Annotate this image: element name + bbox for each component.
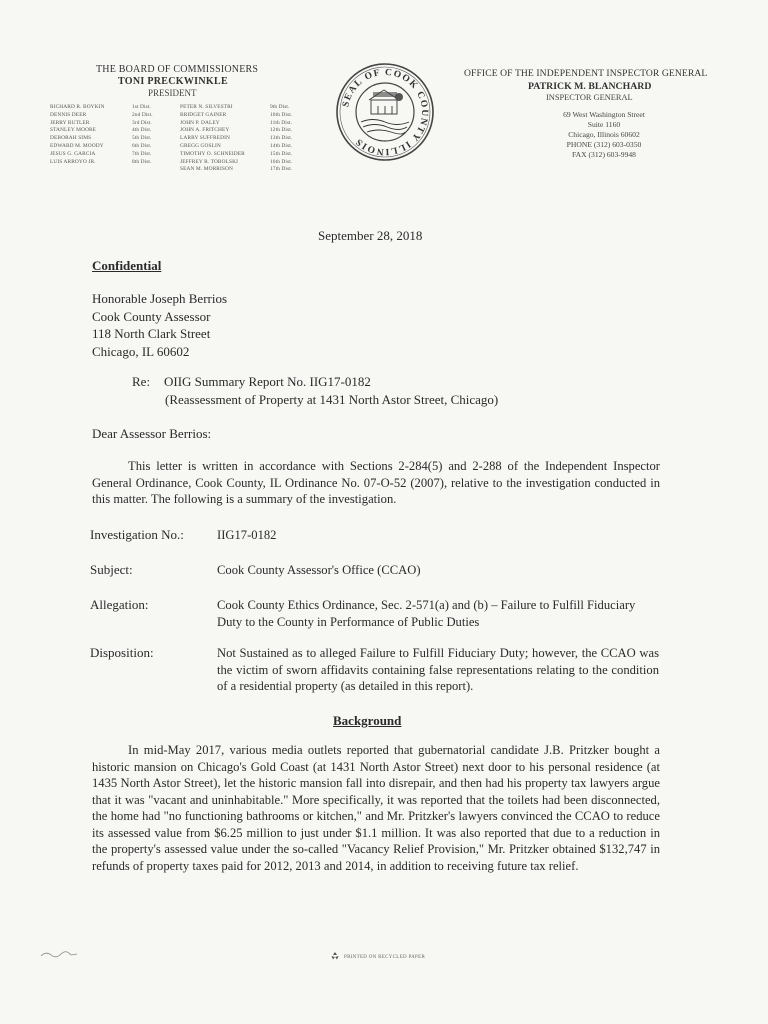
district-label: 5th Dist.	[132, 135, 152, 142]
district-label: 16th Dist.	[270, 158, 293, 165]
district-label: 15th Dist.	[270, 150, 293, 157]
background-paragraph: In mid-May 2017, various media outlets reported that gubernatorial candidate J.B. Pritzker bought a historic mansion on Chicago's Gold Coast (at 1431 North Astor Street) next door to his personal residence (at 1435 North Astor Street), let the historic mansion fall into disrepair, and then had his property tax lawyers argue that it was "vacant and uninhabitable." More specifically, it was reported that the toilets had been disconnected, the home had "no functioning bathrooms or kitchen," and Mr. Pritzker's lawyers convinced the CCAO to reduce its assessed value from $6.25 million to just under $1.1 million. It was also reported that due to a reduction in the property's assessed value under the so-called "Vacancy Relief Provision," Mr. Pritzker obtained $132,747 in refunds of property taxes paid for 2012, 2013 and 2014, in addition to receiving future tax relief.	[92, 743, 660, 873]
re-subject: (Reassessment of Property at 1431 North Astor Street, Chicago)	[165, 392, 499, 407]
district-label: 7th Dist.	[132, 150, 152, 157]
commissioner-row	[50, 112, 300, 120]
commissioner-name: JESUS G. GARCIA	[50, 150, 96, 157]
commissioner-name: GREGG GOSLIN	[180, 142, 221, 149]
oig-address-line: Chicago, Illinois 60602	[568, 130, 640, 139]
subject-value: Cook County Assessor's Office (CCAO)	[217, 563, 421, 577]
district-label: 17th Dist.	[270, 166, 293, 173]
commissioner-name: TIMOTHY O. SCHNEIDER	[180, 150, 245, 157]
district-label: 1st Dist.	[132, 104, 151, 110]
commissioner-name: JOHN P. DALEY	[180, 119, 220, 126]
oig-address-line: Suite 1160	[587, 120, 621, 129]
district-label: 12th Dist.	[270, 127, 293, 134]
commissioner-name: EDWARD M. MOODY	[50, 142, 104, 149]
allegation-label: Allegation:	[90, 597, 149, 612]
commissioner-name: LUIS ARROYO JR.	[50, 158, 96, 165]
inspector-general-title: INSPECTOR GENERAL	[546, 93, 633, 102]
commissioner-row	[50, 159, 300, 167]
commissioner-name: JEFFREY R. TOBOLSKI	[180, 158, 238, 165]
investigation-no-value: IIG17-0182	[217, 528, 277, 542]
commissioner-row	[50, 151, 300, 159]
board-title: THE BOARD OF COMMISSIONERS	[96, 64, 259, 75]
recycled-label: PRINTED ON RECYCLED PAPER	[344, 954, 426, 960]
commissioner-name: DENNIS DEER	[50, 111, 87, 118]
recycle-icon	[330, 951, 340, 963]
recipient-line: Cook County Assessor	[92, 308, 211, 324]
commissioner-list	[50, 104, 300, 174]
commissioner-row	[50, 166, 300, 174]
district-label: 6th Dist.	[132, 142, 152, 149]
re-label: Re:	[132, 374, 151, 389]
footer-printer-mark	[40, 950, 78, 960]
oig-office-title: OFFICE OF THE INDEPENDENT INSPECTOR GENERAL	[464, 68, 708, 79]
oig-fax: FAX (312) 603-9948	[572, 150, 636, 159]
recipient-line: Chicago, IL 60602	[92, 343, 190, 359]
president-title: PRESIDENT	[148, 88, 197, 98]
seal-ring-text: SEAL OF COOK COUNTY ILLINOIS	[341, 67, 430, 157]
district-label: 2nd Dist.	[132, 111, 153, 118]
district-label: 4th Dist.	[132, 127, 152, 134]
commissioner-name: SEAN M. MORRISON	[180, 166, 233, 173]
district-label	[132, 166, 180, 174]
district-label: 3rd Dist.	[132, 119, 152, 126]
commissioner-name: RICHARD R. BOYKIN	[50, 104, 105, 110]
disposition-value: Not Sustained as to alleged Failure to Fulfill Fiduciary Duty; however, the CCAO was the victim of sworn affidavits containing false representations relating to the condition of a residential property (as detailed in this report).	[217, 646, 659, 693]
commissioner-name: PETER N. SILVESTRI	[180, 104, 233, 110]
background-heading: Background	[333, 713, 402, 728]
district-label: 10th Dist.	[270, 111, 293, 118]
re-report-number: OIIG Summary Report No. IIG17-0182	[164, 374, 371, 389]
oig-phone: PHONE (312) 603-0350	[566, 140, 642, 149]
cook-county-seal-icon	[335, 62, 435, 162]
inspector-general-name: PATRICK M. BLANCHARD	[528, 81, 652, 92]
letter-date: September 28, 2018	[318, 228, 423, 243]
investigation-no-label: Investigation No.:	[90, 527, 184, 542]
intro-paragraph: This letter is written in accordance with Sections 2-284(5) and 2-288 of the Independent Inspector General Ordinance, Cook County, IL Ordinance No. 07-O-52 (2007), relative to the investigation conducted in this matter. The following is a summary of the investigation.	[92, 459, 660, 506]
commissioner-row	[50, 127, 300, 135]
commissioner-row	[50, 120, 300, 128]
disposition-label: Disposition:	[90, 645, 154, 660]
commissioner-name: DEBORAH SIMS	[50, 135, 92, 142]
subject-label: Subject:	[90, 562, 133, 577]
recycled-paper-notice	[330, 951, 425, 963]
oig-address-line: 69 West Washington Street	[563, 110, 645, 119]
commissioner-name: BRIDGET GAINER	[180, 111, 227, 118]
confidential-marking: Confidential	[92, 258, 162, 273]
commissioner-row	[50, 135, 300, 143]
commissioner-name: STANLEY MOORE	[50, 127, 97, 134]
district-label: 9th Dist.	[270, 104, 290, 110]
commissioner-name	[50, 166, 132, 174]
salutation: Dear Assessor Berrios:	[92, 426, 212, 441]
commissioner-row	[50, 104, 300, 112]
commissioner-name: JERRY BUTLER	[50, 119, 90, 126]
district-label: 14th Dist.	[270, 142, 293, 149]
commissioner-name: LARRY SUFFREDIN	[180, 135, 230, 142]
recipient-line: Honorable Joseph Berrios	[92, 291, 228, 306]
district-label: 8th Dist.	[132, 158, 152, 165]
commissioner-name: JOHN A. FRITCHEY	[180, 127, 230, 134]
district-label: 11th Dist.	[270, 119, 293, 126]
district-label: 13th Dist.	[270, 135, 293, 142]
recipient-address	[92, 290, 227, 360]
commissioner-row	[50, 143, 300, 151]
allegation-value: Cook County Ethics Ordinance, Sec. 2-571(a) and (b) – Failure to Fulfill Fiduciary Duty to the County in Performance of Public Duties	[217, 598, 636, 629]
recipient-line: 118 North Clark Street	[92, 326, 211, 341]
president-name: TONI PRECKWINKLE	[118, 76, 228, 87]
oig-address-block	[534, 110, 674, 160]
